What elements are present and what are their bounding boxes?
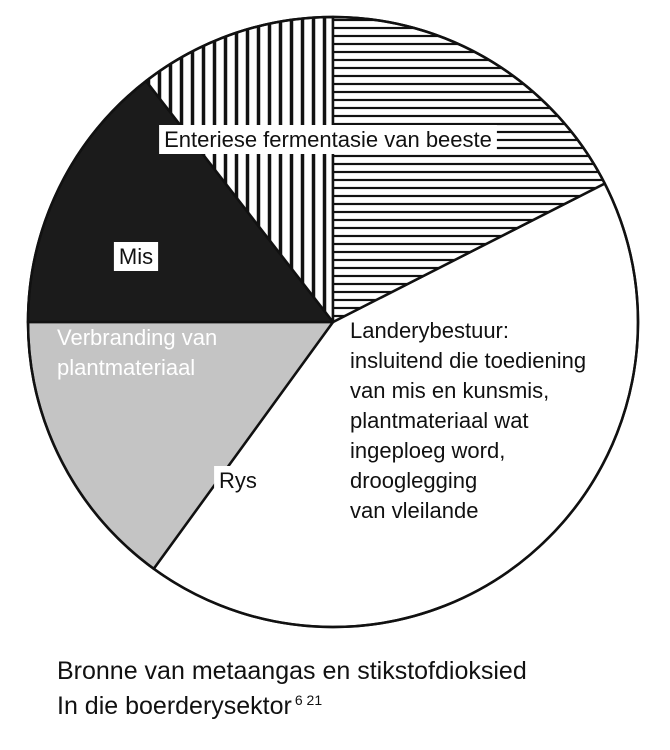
slice-label-mis (114, 242, 158, 271)
slice-label-line: Enteriese fermentasie van beeste (164, 127, 492, 152)
slice-label-line: plantmateriaal (57, 355, 196, 380)
slice-label-enteries (159, 125, 497, 154)
slice-label-line: Mis (118, 244, 154, 269)
slice-label-line: van vleilande (350, 498, 479, 523)
slice-label-line: Rys (219, 468, 257, 493)
slice-label-line: ingeploeg word, (350, 438, 506, 463)
slice-label-line: plantmateriaal wat (350, 408, 529, 433)
chart-caption (57, 657, 527, 721)
slice-label-line: Landerybestuur: (350, 318, 509, 343)
caption-line-2-text: In die boerderysektor (57, 692, 292, 720)
slice-label-text-enteries (164, 127, 492, 152)
pie-slices (28, 17, 638, 627)
caption-line-2 (57, 686, 527, 721)
slice-label-line: van mis en kunsmis, (350, 378, 550, 403)
caption-reference: 6 21 (294, 692, 323, 708)
slice-label-rys (214, 466, 262, 495)
caption-line-1: Bronne van metaangas en stikstofdioksied (57, 657, 527, 685)
slice-label-text-rys (219, 468, 257, 493)
slice-label-text-mis (119, 244, 153, 269)
slice-label-line: Verbranding van (57, 325, 218, 350)
slice-label-line: drooglegging (350, 468, 478, 493)
slice-label-line: insluitend die toediening (350, 348, 587, 373)
